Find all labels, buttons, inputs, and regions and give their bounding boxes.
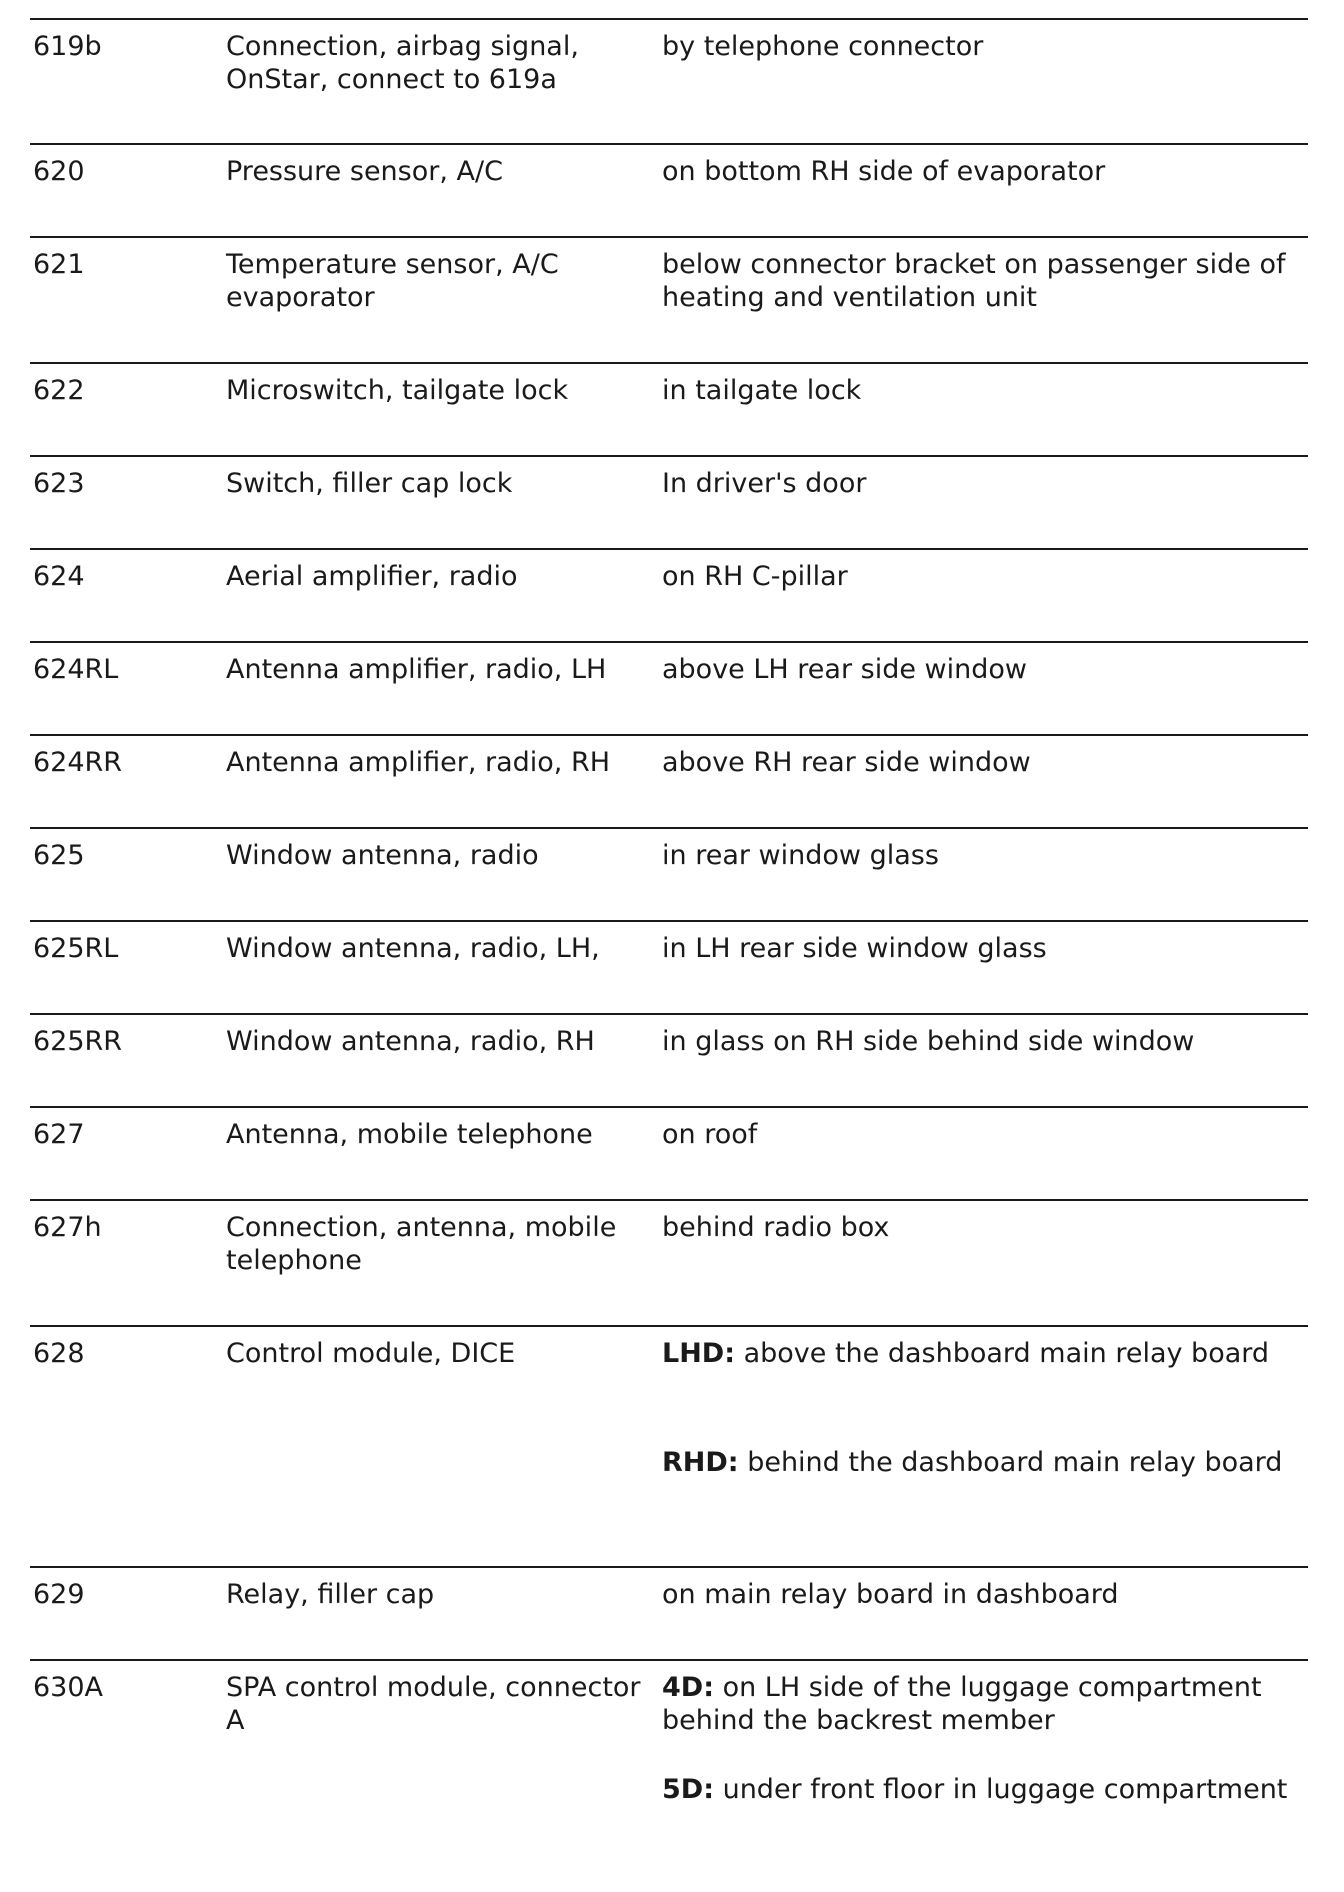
component-description: Connection, antenna, mobile telephone (226, 1212, 617, 1276)
table-row (30, 362, 1308, 455)
component-description: Antenna amplifier, radio, RH (226, 747, 611, 778)
table-row (30, 548, 1308, 641)
component-id: 625RL (33, 933, 119, 964)
component-description: Switch, filler cap lock (226, 468, 513, 499)
table-row (30, 18, 1308, 143)
component-description: Relay, filler cap (226, 1579, 435, 1610)
component-description: Temperature sensor, A/C evaporator (226, 249, 559, 313)
component-id: 624RL (33, 654, 119, 685)
component-location: by telephone connector (662, 31, 984, 62)
component-id: 629 (33, 1579, 85, 1610)
component-id: 627 (33, 1119, 85, 1150)
component-description: Connection, airbag signal, OnStar, connect to 619a (226, 31, 579, 95)
component-description: Antenna amplifier, radio, LH (226, 654, 607, 685)
component-description: Microswitch, tailgate lock (226, 375, 569, 406)
component-location: in LH rear side window glass (662, 933, 1047, 964)
component-id: 622 (33, 375, 85, 406)
component-description: Control module, DICE (226, 1338, 516, 1369)
component-location: on main relay board in dashboard (662, 1579, 1119, 1610)
table-row (30, 455, 1308, 548)
component-location: In driver's door (662, 468, 867, 499)
component-location: LHD: above the dashboard main relay board RHD: behind the dashboard main relay board (662, 1338, 1283, 1478)
table-row (30, 1566, 1308, 1659)
component-location: below connector bracket on passenger side of heating and ventilation unit (662, 249, 1286, 313)
component-location: on roof (662, 1119, 758, 1150)
component-location: on bottom RH side of evaporator (662, 156, 1106, 187)
component-description: Window antenna, radio, RH (226, 1026, 595, 1057)
component-id: 619b (33, 31, 102, 62)
component-location: on RH C-pillar (662, 561, 848, 592)
table-row (30, 1659, 1308, 1859)
table-row (30, 734, 1308, 827)
component-id: 623 (33, 468, 85, 499)
component-id: 627h (33, 1212, 102, 1243)
component-description: Window antenna, radio, LH, (226, 933, 600, 964)
table-row (30, 236, 1308, 362)
table-row (30, 827, 1308, 920)
component-location: in tailgate lock (662, 375, 862, 406)
component-description: Aerial amplifier, radio (226, 561, 518, 592)
component-location-table (30, 18, 1308, 1859)
component-location: above LH rear side window (662, 654, 1027, 685)
table-row (30, 1106, 1308, 1199)
component-id: 624 (33, 561, 85, 592)
table-row (30, 1199, 1308, 1325)
component-description: Antenna, mobile telephone (226, 1119, 593, 1150)
table-row (30, 143, 1308, 236)
component-location: in rear window glass (662, 840, 939, 871)
component-id: 624RR (33, 747, 123, 778)
component-id: 621 (33, 249, 85, 280)
table-row (30, 641, 1308, 734)
component-id: 630A (33, 1672, 104, 1703)
component-id: 628 (33, 1338, 85, 1369)
component-location: behind radio box (662, 1212, 890, 1243)
component-description: Pressure sensor, A/C (226, 156, 503, 187)
component-description: SPA control module, connector A (226, 1672, 641, 1736)
table-row (30, 1325, 1308, 1566)
component-location: 4D: on LH side of the luggage compartment behind the backrest member 5D: under front floor in luggage compartment (662, 1672, 1288, 1805)
table-row (30, 920, 1308, 1013)
component-id: 625 (33, 840, 85, 871)
table-row (30, 1013, 1308, 1106)
component-id: 625RR (33, 1026, 123, 1057)
component-location: above RH rear side window (662, 747, 1031, 778)
component-description: Window antenna, radio (226, 840, 539, 871)
component-location: in glass on RH side behind side window (662, 1026, 1195, 1057)
component-id: 620 (33, 156, 85, 187)
